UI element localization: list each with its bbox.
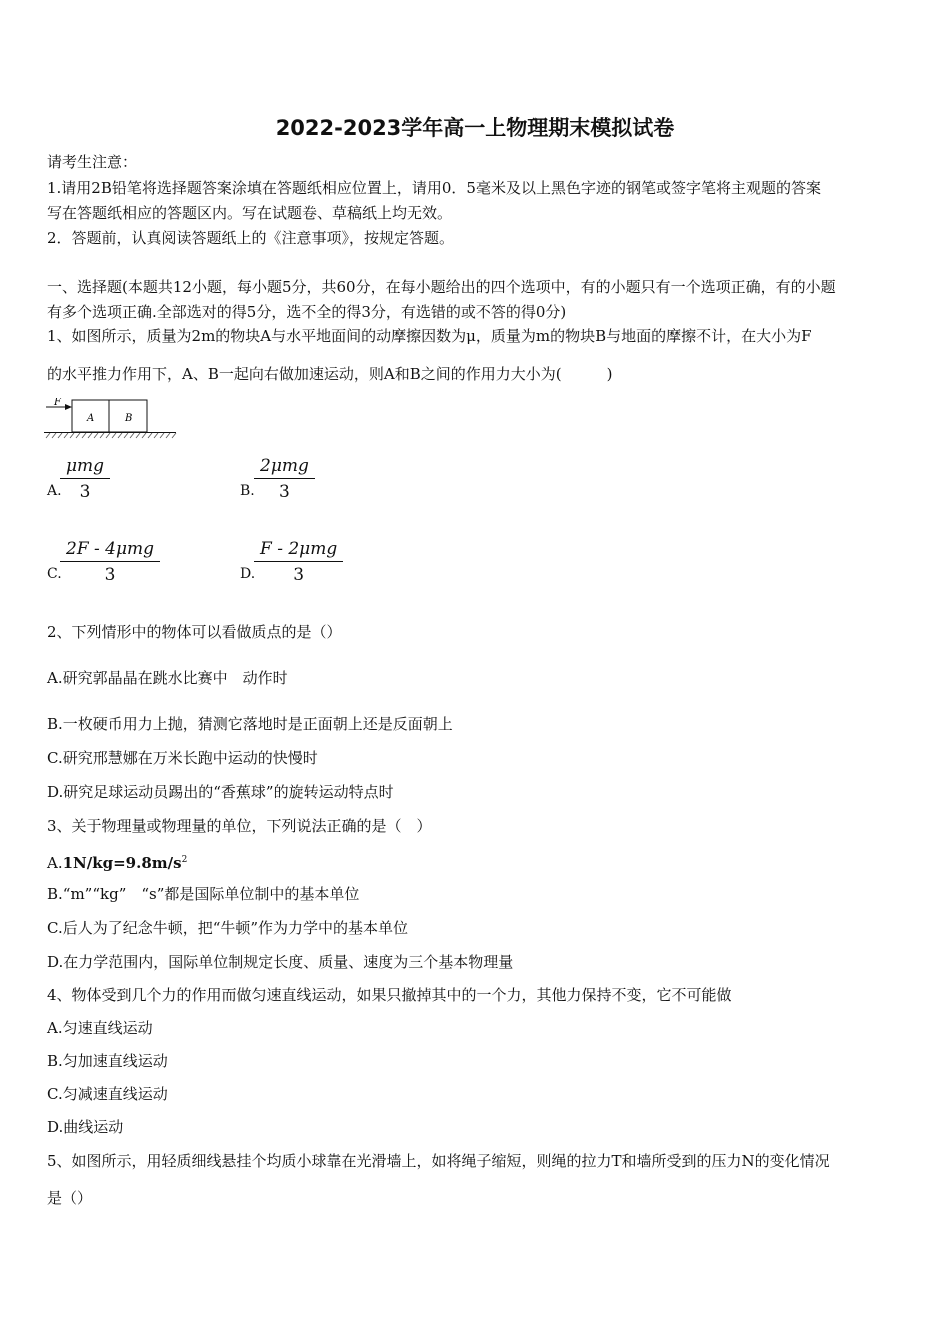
- q1-option-d-label: D.: [240, 566, 256, 582]
- q1-option-c-formula: [60, 539, 160, 585]
- notice-item-1-line-2: 写在答题纸相应的答题区内。写在试题卷、草稿纸上均无效。: [47, 204, 453, 222]
- question-2-option-d: D.研究足球运动员踢出的“香蕉球”的旋转运动特点时: [47, 783, 394, 801]
- section-1-intro-line-2: 有多个选项正确.全部选对的得5分，选不全的得3分，有选错的或不答的得0分): [47, 303, 567, 321]
- notice-item-2: 2．答题前，认真阅读答题纸上的《注意事项》，按规定答题。: [47, 229, 455, 247]
- notice-item-1-line-1: 1.请用2B铅笔将选择题答案涂填在答题纸相应位置上，请用0．5毫米及以上黑色字迹的钢笔或签字笔将主观题的答案: [47, 179, 821, 197]
- q1-option-c-numerator: 2F - 4μmg: [60, 539, 160, 562]
- q1-option-a-formula: [60, 456, 110, 502]
- question-3-option-a-superscript: 2: [181, 855, 188, 865]
- question-3-option-c: C.后人为了纪念牛顿，把“牛顿”作为力学中的基本单位: [47, 919, 409, 937]
- force-arrow-head: [65, 404, 72, 410]
- q1-option-b-label: B.: [240, 483, 255, 499]
- question-2-stem: 2、下列情形中的物体可以看做质点的是（）: [47, 623, 342, 641]
- q1-option-b-formula: [254, 456, 315, 502]
- question-2-option-c: C.研究邢慧娜在万米长跑中运动的快慢时: [47, 749, 318, 767]
- question-3-option-b: B.“m”“kg” “s”都是国际单位制中的基本单位: [47, 885, 360, 903]
- block-a-label: A: [87, 413, 95, 424]
- question-1-stem-line-1: 1、如图所示，质量为2m的物块A与水平地面间的动摩擦因数为μ，质量为m的物块B与地面的摩擦不计，在大小为F: [47, 327, 812, 345]
- notice-heading: 请考生注意：: [47, 153, 138, 171]
- q1-option-b-denominator: 3: [279, 482, 290, 502]
- q1-option-a-denominator: 3: [79, 482, 91, 502]
- question-4-stem: 4、物体受到几个力的作用而做匀速直线运动，如果只撤掉其中的一个力，其他力保持不变，它不可能做: [47, 986, 732, 1004]
- blocks-on-ground-diagram: [44, 398, 179, 440]
- question-5-stem-line-1: 5、如图所示，用轻质细线悬挂个均质小球靠在光滑墙上，如将绳子缩短，则绳的拉力T和墙所受到的压力N的变化情况: [47, 1152, 830, 1170]
- q1-option-b-numerator: 2μmg: [254, 456, 315, 479]
- question-4-option-c: C.匀减速直线运动: [47, 1085, 168, 1103]
- ground-hatching: [46, 433, 176, 438]
- q1-option-a-numerator: μmg: [60, 456, 110, 479]
- question-4-option-d: D.曲线运动: [47, 1118, 124, 1136]
- question-2-option-a: A.研究郭晶晶在跳水比赛中 动作时: [47, 669, 288, 687]
- q1-option-d-formula: [254, 539, 343, 585]
- section-1-intro-line-1: 一、选择题(本题共12小题，每小题5分，共60分，在每小题给出的四个选项中，有的小题只有一个选项正确，有的小题: [47, 278, 836, 296]
- question-1-stem-line-2: 的水平推力作用下，A、B一起向右做加速运动，则A和B之间的作用力大小为( ): [47, 365, 613, 383]
- question-4-option-b: B.匀加速直线运动: [47, 1052, 168, 1070]
- question-3-stem: 3、关于物理量或物理量的单位，下列说法正确的是（ ）: [47, 817, 432, 835]
- question-5-stem-line-2: 是（）: [47, 1189, 93, 1207]
- question-3-option-d: D.在力学范围内，国际单位制规定长度、质量、速度为三个基本物理量: [47, 953, 514, 971]
- question-4-option-a: A.匀速直线运动: [47, 1019, 153, 1037]
- q1-option-d-denominator: 3: [293, 565, 305, 585]
- q1-option-d-numerator: F - 2μmg: [254, 539, 343, 562]
- question-2-option-b: B.一枚硬币用力上抛，猜测它落地时是正面朝上还是反面朝上: [47, 715, 453, 733]
- q1-option-a-label: A.: [47, 483, 62, 499]
- q1-option-c-label: C.: [47, 566, 62, 582]
- q1-option-c-denominator: 3: [104, 565, 116, 585]
- page-title: 2022-2023学年高一上物理期末模拟试卷: [275, 116, 675, 140]
- force-label: F: [54, 398, 61, 408]
- question-3-option-a: [47, 850, 909, 873]
- question-3-option-a-text: 1N/kg=9.8m/s: [62, 854, 182, 872]
- block-b-label: B: [125, 413, 133, 424]
- question-3-option-a-label: A.: [47, 854, 63, 872]
